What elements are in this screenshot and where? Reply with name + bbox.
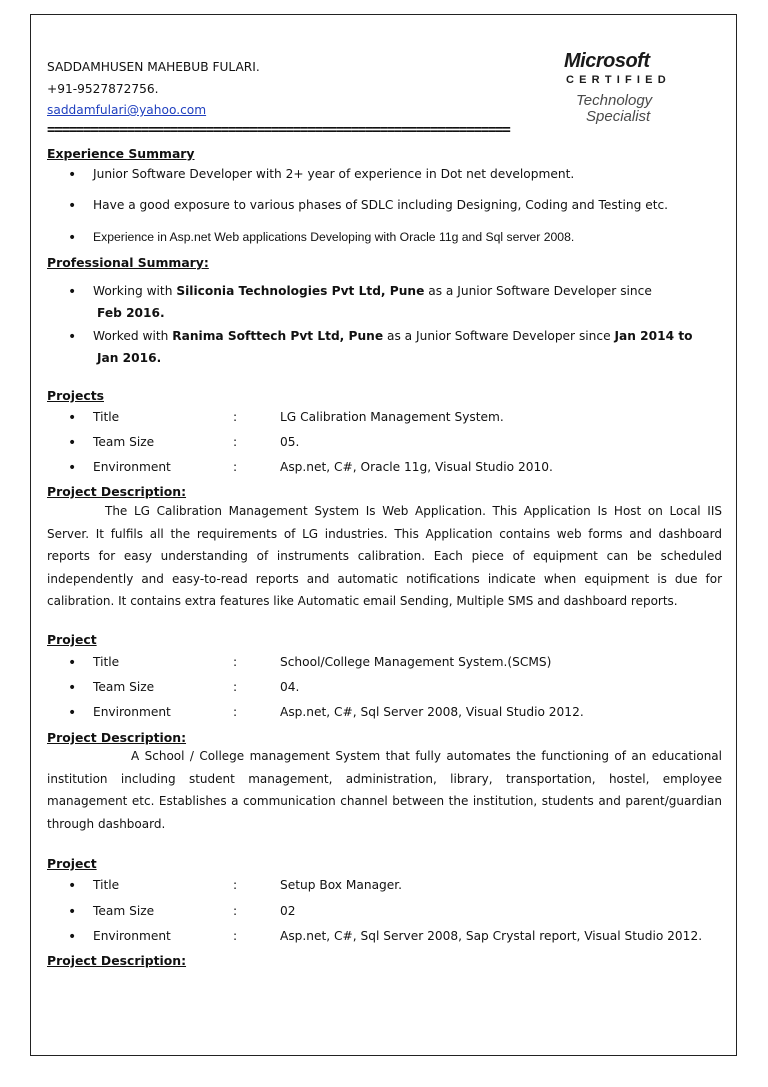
professional-summary-heading: Professional Summary: bbox=[47, 255, 209, 270]
project-description: The LG Calibration Management System Is Web Application. This Application Is Host on Local IIS Server. It fulfils all the requirements of LG industries. This Application contains web forms and dashboard reports for easy understanding of instruments calibration. Each piece of equipment can be scheduled independently and easy-to-read reports and automatic notifications indicate when equipment is due for calibration. It contains extra features like Automatic email Sending, Multiple SMS and dashboard reports. bbox=[47, 504, 722, 608]
environment-label: Environment bbox=[93, 705, 171, 719]
bullet-icon: • bbox=[68, 167, 77, 183]
project-heading: Project bbox=[47, 856, 97, 871]
email-link[interactable]: saddamfulari@yahoo.com bbox=[47, 103, 207, 117]
project-title: Setup Box Manager. bbox=[280, 878, 403, 892]
title-label: Title bbox=[93, 655, 120, 669]
project-title: School/College Management System.(SCMS) bbox=[280, 655, 552, 669]
bullet-icon: • bbox=[68, 929, 77, 945]
team-size-value: 02 bbox=[280, 904, 296, 918]
bullet-icon: • bbox=[68, 878, 77, 894]
colon: : bbox=[233, 410, 238, 424]
colon: : bbox=[233, 929, 238, 943]
colon: : bbox=[233, 904, 238, 918]
bullet-icon: • bbox=[68, 230, 77, 246]
bullet-icon: • bbox=[68, 410, 77, 426]
microsoft-certified-logo bbox=[562, 50, 690, 126]
experience-item: Have a good exposure to various phases of SDLC including Designing, Coding and Testing etc. bbox=[93, 198, 669, 212]
environment-label: Environment bbox=[93, 929, 171, 943]
colon: : bbox=[233, 878, 238, 892]
colon: : bbox=[233, 680, 238, 694]
header-divider: ================================================================ bbox=[47, 122, 510, 138]
colon: : bbox=[233, 705, 238, 719]
bullet-icon: • bbox=[68, 705, 77, 721]
candidate-name: SADDAMHUSEN MAHEBUB FULARI. bbox=[47, 60, 260, 74]
bullet-icon: • bbox=[68, 329, 77, 345]
employment-item bbox=[93, 329, 693, 343]
environment-label: Environment bbox=[93, 460, 171, 474]
environment-value: Asp.net, C#, Sql Server 2008, Visual Studio 2012. bbox=[280, 705, 584, 719]
project-description-heading: Project Description: bbox=[47, 953, 187, 968]
experience-item: Junior Software Developer with 2+ year of experience in Dot net development. bbox=[93, 167, 575, 181]
title-label: Title bbox=[93, 410, 120, 424]
logo-certified-text: CERTIFIED bbox=[566, 74, 671, 86]
title-label: Title bbox=[93, 878, 120, 892]
company-name: Siliconia Technologies Pvt Ltd, Pune bbox=[176, 284, 425, 298]
team-size-label: Team Size bbox=[93, 435, 155, 449]
colon: : bbox=[233, 435, 238, 449]
bullet-icon: • bbox=[68, 435, 77, 451]
employment-text: Worked with bbox=[93, 329, 173, 343]
environment-value: Asp.net, C#, Oracle 11g, Visual Studio 2010. bbox=[280, 460, 553, 474]
employment-date: Jan 2014 to bbox=[614, 329, 693, 343]
employment-text: Working with bbox=[93, 284, 177, 298]
bullet-icon: • bbox=[68, 904, 77, 920]
team-size-value: 05. bbox=[280, 435, 300, 449]
employment-date: Jan 2016. bbox=[97, 351, 162, 365]
employment-text: as a Junior Software Developer since bbox=[424, 284, 652, 298]
logo-brand-text: Microsoft bbox=[564, 50, 650, 72]
logo-line2-text: Specialist bbox=[586, 108, 651, 125]
phone-number: +91-9527872756. bbox=[47, 82, 159, 96]
team-size-label: Team Size bbox=[93, 904, 155, 918]
bullet-icon: • bbox=[68, 655, 77, 671]
project-title: LG Calibration Management System. bbox=[280, 410, 504, 424]
employment-item bbox=[93, 284, 652, 298]
bullet-icon: • bbox=[68, 460, 77, 476]
team-size-value: 04. bbox=[280, 680, 300, 694]
logo-line1-text: Technology bbox=[576, 92, 653, 109]
project-description-heading: Project Description: bbox=[47, 484, 187, 499]
project-heading: Project bbox=[47, 632, 97, 647]
team-size-label: Team Size bbox=[93, 680, 155, 694]
company-name: Ranima Softtech Pvt Ltd, Pune bbox=[172, 329, 384, 343]
experience-summary-heading: Experience Summary bbox=[47, 146, 195, 161]
bullet-icon: • bbox=[68, 680, 77, 696]
employment-date: Feb 2016. bbox=[97, 306, 165, 320]
project-heading: Projects bbox=[47, 388, 104, 403]
colon: : bbox=[233, 460, 238, 474]
bullet-icon: • bbox=[68, 198, 77, 214]
experience-item: Experience in Asp.net Web applications Developing with Oracle 11g and Sql server 2008. bbox=[93, 230, 575, 244]
project-description: A School / College management System that fully automates the functioning of an educational institution including student management, administration, library, transportation, hostel, employee management etc. Establishes a communication channel between the institution, students and parent/guardian through dashboard. bbox=[47, 749, 722, 831]
project-description-heading: Project Description: bbox=[47, 730, 187, 745]
bullet-icon: • bbox=[68, 284, 77, 300]
colon: : bbox=[233, 655, 238, 669]
employment-text: as a Junior Software Developer since bbox=[383, 329, 615, 343]
environment-value: Asp.net, C#, Sql Server 2008, Sap Crystal report, Visual Studio 2012. bbox=[280, 929, 703, 943]
